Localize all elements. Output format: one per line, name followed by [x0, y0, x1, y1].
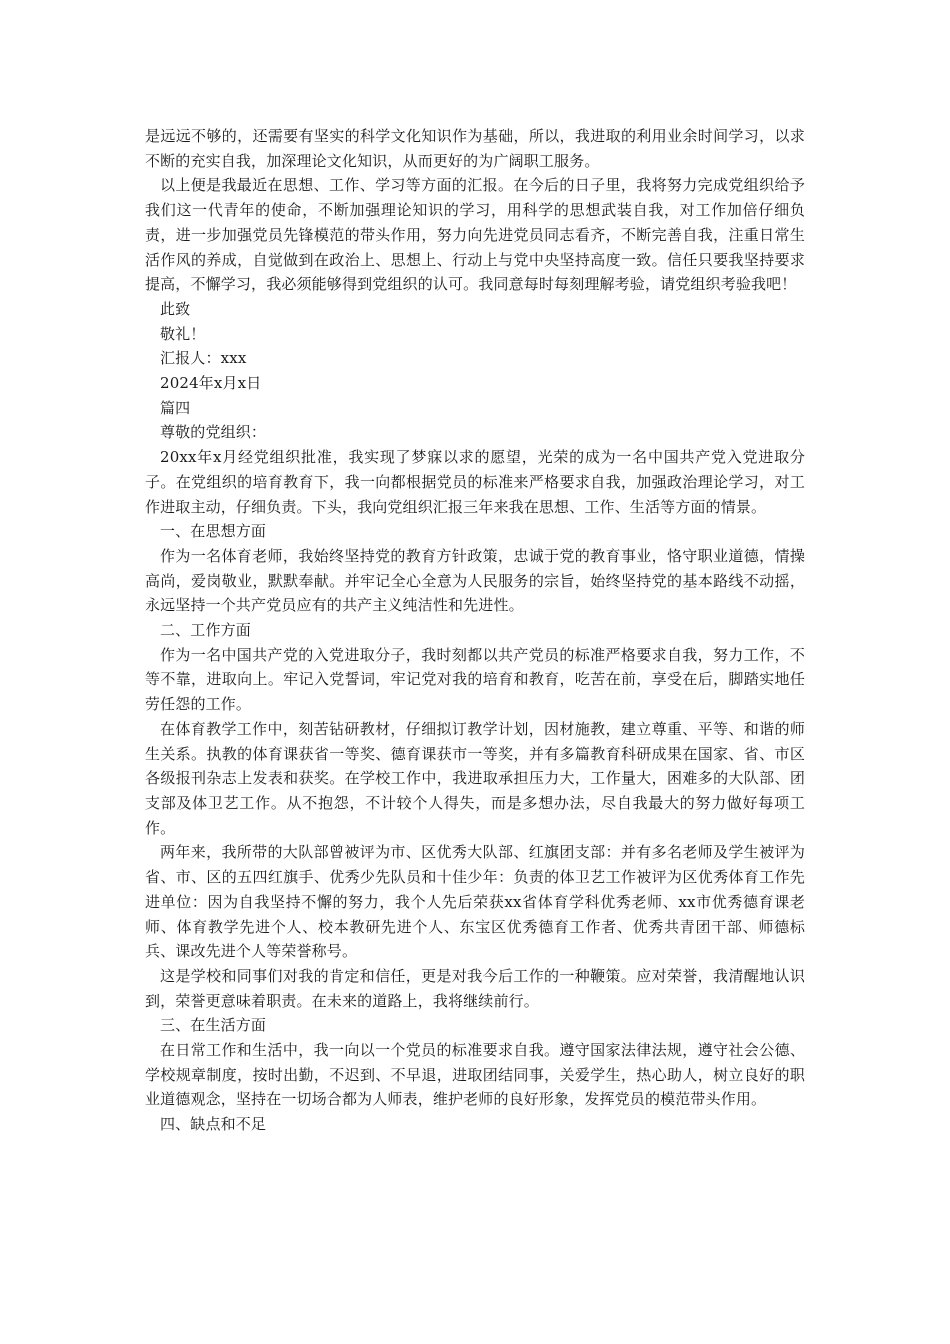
paragraph-life: 在日常工作和生活中，我一向以一个党员的标准要求自我。遵守国家法律法规，遵守社会公德、学校规章制度，按时出勤，不迟到、不早退，进取团结同事，关爱学生，热心助人，树立良好的职业道德观念，坚持在一切场合都为人师表，维护老师的良好形象，发挥党员的模范带头作用。 — [145, 1041, 805, 1109]
closing-salutation: 此致 — [160, 299, 191, 318]
heading-shortcomings: 四、缺点和不足 — [160, 1115, 267, 1134]
paragraph-introduction: 20xx年x月经党组织批准，我实现了梦寐以求的愿望，光荣的成为一名中国共产党入党进取分子。在党组织的培育教育下，我一向都根据党员的标准来严格要求自我，加强政治理论学习，对工作进取主动，仔细负责。下头，我向党组织汇报三年来我在思想、工作、生活等方面的情景。 — [145, 448, 805, 516]
report-date: 2024年x月x日 — [160, 374, 262, 393]
paragraph-honors: 两年来，我所带的大队部曾被评为市、区优秀大队部、红旗团支部：并有多名老师及学生被评为省、市、区的五四红旗手、优秀少先队员和十佳少年：负责的体卫艺工作被评为区优秀体育工作先进单位：因为自我坚持不懈的努力，我个人先后荣获xx省体育学科优秀老师、xx市优秀德育课老师、体育教学先进个人、校本教研先进个人、东宝区优秀德育工作者、优秀共青团干部、师德标兵、课改先进个人等荣誉称号。 — [145, 843, 805, 961]
section-heading-part-four: 篇四 — [160, 398, 191, 417]
paragraph-continuation: 是远远不够的，还需要有坚实的科学文化知识作为基础，所以，我进取的利用业余时间学习，以求不断的充实自我，加深理论文化知识，从而更好的为广阔职工服务。 — [145, 127, 805, 170]
paragraph-reflection: 这是学校和同事们对我的肯定和信任，更是对我今后工作的一种鞭策。应对荣誉，我清醒地认识到，荣誉更意味着职责。在未来的道路上，我将继续前行。 — [145, 966, 805, 1010]
paragraph-summary: 以上便是我最近在思想、工作、学习等方面的汇报。在今后的日子里，我将努力完成党组织给予我们这一代青年的使命，不断加强理论知识的学习，用科学的思想武装自我，对工作加倍仔细负责，进一步加强党员先锋模范的带头作用，努力向先进党员同志看齐，不断完善自我，注重日常生活作风的养成，自觉做到在政治上、思想上、行动上与党中央坚持高度一致。信任只要我坚持要求提高，不懈学习，我必须能够得到党组织的认可。我同意每时每刻理解考验，请党组织考验我吧！ — [145, 176, 805, 294]
heading-thought: 一、在思想方面 — [160, 522, 267, 541]
heading-life: 三、在生活方面 — [160, 1016, 267, 1035]
reporter-signature: 汇报人：xxx — [160, 349, 247, 368]
document-body — [145, 124, 805, 1137]
paragraph-thought: 作为一名体育老师，我始终坚持党的教育方针政策，忠诚于党的教育事业，恪守职业道德，情操高尚，爱岗敬业，默默奉献。并牢记全心全意为人民服务的宗旨，始终坚持党的基本路线不动摇，永远坚持一个共产党员应有的共产主义纯洁性和先进性。 — [145, 546, 805, 615]
closing-regards: 敬礼！ — [160, 324, 206, 343]
paragraph-teaching: 在体育教学工作中，刻苦钻研教材，仔细拟订教学计划，因材施教，建立尊重、平等、和谐的师生关系。执教的体育课获省一等奖、德育课获市一等奖，并有多篇教育科研成果在国家、省、市区各级报刊杂志上发表和获奖。在学校工作中，我进取承担压力大，工作量大，困难多的大队部、团支部及体卫艺工作。从不抱怨，不计较个人得失，而是多想办法，尽自我最大的努力做好每项工作。 — [145, 719, 805, 837]
paragraph-work-attitude: 作为一名中国共产党的入党进取分子，我时刻都以共产党员的标准严格要求自我，努力工作，不等不靠，进取向上。牢记入党誓词，牢记党对我的培育和教育，吃苦在前，享受在后，脚踏实地任劳任怨的工作。 — [145, 645, 805, 714]
heading-work: 二、工作方面 — [160, 621, 251, 640]
letter-greeting: 尊敬的党组织： — [160, 423, 267, 442]
